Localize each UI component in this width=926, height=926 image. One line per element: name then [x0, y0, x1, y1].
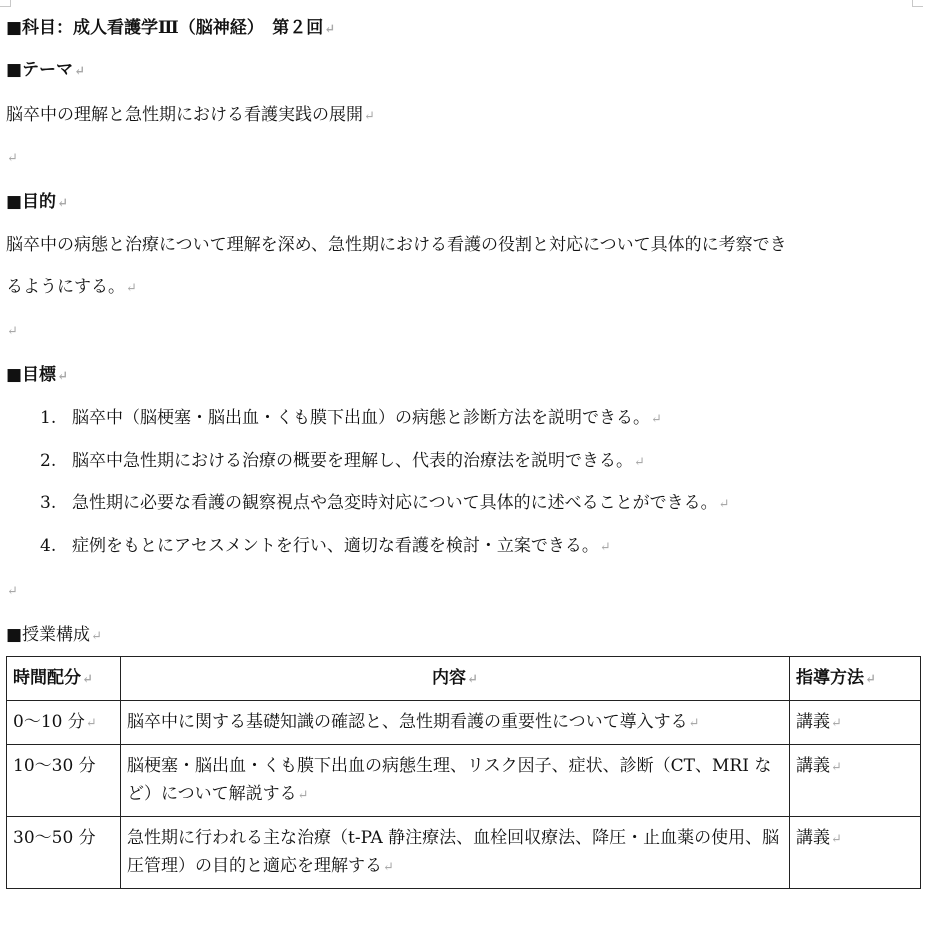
goal-item[interactable] [40, 532, 730, 575]
empty-paragraph[interactable] [6, 316, 18, 344]
goal-item[interactable] [40, 489, 730, 532]
paragraph-mark-icon: ↵ [126, 281, 137, 296]
goals-heading-text: ■目標 [6, 365, 57, 385]
cell-mark-icon: ↵ [383, 860, 394, 875]
cell-mark-icon: ↵ [467, 672, 478, 687]
cell-content-text: 脳卒中に関する基礎知識の確認と、急性期看護の重要性について導入する [127, 712, 688, 732]
cell-content[interactable] [121, 745, 790, 817]
class-structure-heading[interactable] [6, 621, 102, 649]
cell-time-text: 10～30 分 [13, 756, 96, 776]
cell-mark-icon: ↵ [85, 716, 97, 731]
cell-mark-icon: ↵ [831, 716, 842, 731]
goal-number: 4. [40, 535, 57, 556]
cell-method-text: 講義 [796, 712, 830, 732]
page-corner-mark-right [912, 0, 923, 7]
paragraph-mark-icon: ↵ [91, 629, 102, 644]
cell-time-text: 30～50 分 [13, 828, 96, 848]
header-content-label: 内容 [432, 668, 467, 688]
empty-paragraph[interactable] [6, 576, 18, 604]
header-content[interactable] [121, 657, 790, 701]
paragraph-mark-icon: ↵ [651, 412, 662, 427]
cell-method[interactable] [790, 745, 921, 817]
goal-text: 急性期に必要な看護の観察視点や急変時対応について具体的に述べることができる。 [72, 493, 718, 513]
class-structure-heading-text: ■授業構成 [6, 625, 91, 645]
paragraph-mark-icon: ↵ [7, 584, 18, 599]
paragraph-mark-icon: ↵ [57, 196, 68, 211]
header-time-label: 時間配分 [13, 668, 81, 688]
goal-text: 脳卒中急性期における治療の概要を理解し、代表的治療法を説明できる。 [72, 450, 633, 471]
goal-number: 2. [40, 450, 57, 471]
goal-number: 1. [40, 408, 57, 428]
purpose-heading[interactable] [6, 188, 68, 216]
cell-time[interactable] [7, 745, 121, 817]
course-title-text: ■科目：成人看護学Ⅲ（脳神経） 第２回 [6, 18, 324, 38]
paragraph-mark-icon: ↵ [7, 324, 18, 339]
cell-mark-icon: ↵ [831, 832, 842, 847]
purpose-heading-text: ■目的 [6, 192, 57, 212]
goals-heading[interactable] [6, 361, 68, 389]
paragraph-mark-icon: ↵ [324, 22, 336, 37]
cell-time-text: 0～10 分 [13, 712, 85, 732]
paragraph-mark-icon: ↵ [74, 64, 85, 79]
theme-heading[interactable] [6, 56, 85, 84]
cell-time[interactable] [7, 701, 121, 745]
header-teaching-method[interactable] [790, 657, 921, 701]
purpose-text-line-2[interactable] [6, 273, 137, 301]
cell-time[interactable] [7, 817, 121, 889]
theme-text[interactable] [6, 101, 375, 129]
cell-content[interactable] [121, 817, 790, 889]
paragraph-mark-icon: ↵ [57, 369, 68, 384]
cell-content-text: 急性期に行われる主な治療（t-PA 静注療法、血栓回収療法、降圧・止血薬の使用、脳圧管理）の目的と適応を理解する [127, 828, 780, 876]
cell-mark-icon: ↵ [82, 672, 93, 687]
cell-mark-icon: ↵ [688, 716, 700, 731]
cell-method-text: 講義 [796, 756, 830, 776]
cell-content-text: 脳梗塞・脳出血・くも膜下出血の病態生理、リスク因子、症状、診断（CT、MRI など）について解説する [127, 756, 772, 804]
paragraph-mark-icon: ↵ [718, 497, 730, 512]
table-row [7, 817, 921, 889]
header-time-allocation[interactable] [7, 657, 121, 701]
purpose-line-2: るようにする。 [6, 277, 125, 297]
purpose-line-1: 脳卒中の病態と治療について理解を深め、急性期における看護の役割と対応について具体的に考察でき [6, 235, 787, 255]
purpose-text-line-1[interactable] [6, 231, 787, 259]
goal-number: 3. [40, 493, 57, 513]
paragraph-mark-icon: ↵ [7, 151, 18, 166]
goal-text: 症例をもとにアセスメントを行い、適切な看護を検討・立案できる。 [72, 535, 599, 556]
goal-text: 脳卒中（脳梗塞・脳出血・くも膜下出血）の病態と診断方法を説明できる。 [72, 408, 650, 428]
cell-content[interactable] [121, 701, 790, 745]
cell-method[interactable] [790, 817, 921, 889]
theme-text-content: 脳卒中の理解と急性期における看護実践の展開 [6, 105, 363, 125]
header-method-label: 指導方法 [796, 668, 864, 688]
cell-method-text: 講義 [796, 828, 830, 848]
cell-mark-icon: ↵ [297, 788, 309, 803]
table-header-row [7, 657, 921, 701]
cell-method[interactable] [790, 701, 921, 745]
goal-item[interactable] [40, 447, 730, 490]
page-corner-mark-left [0, 0, 11, 7]
table-row [7, 745, 921, 817]
table-row [7, 701, 921, 745]
paragraph-mark-icon: ↵ [599, 539, 611, 555]
empty-paragraph[interactable] [6, 143, 18, 171]
cell-mark-icon: ↵ [865, 672, 876, 687]
paragraph-mark-icon: ↵ [364, 109, 375, 124]
cell-mark-icon: ↵ [831, 760, 842, 775]
class-structure-table [6, 656, 921, 889]
goals-list [40, 404, 730, 574]
course-title[interactable] [6, 14, 335, 42]
paragraph-mark-icon: ↵ [634, 454, 645, 470]
theme-heading-text: ■テーマ [6, 60, 74, 80]
goal-item[interactable] [40, 404, 730, 447]
